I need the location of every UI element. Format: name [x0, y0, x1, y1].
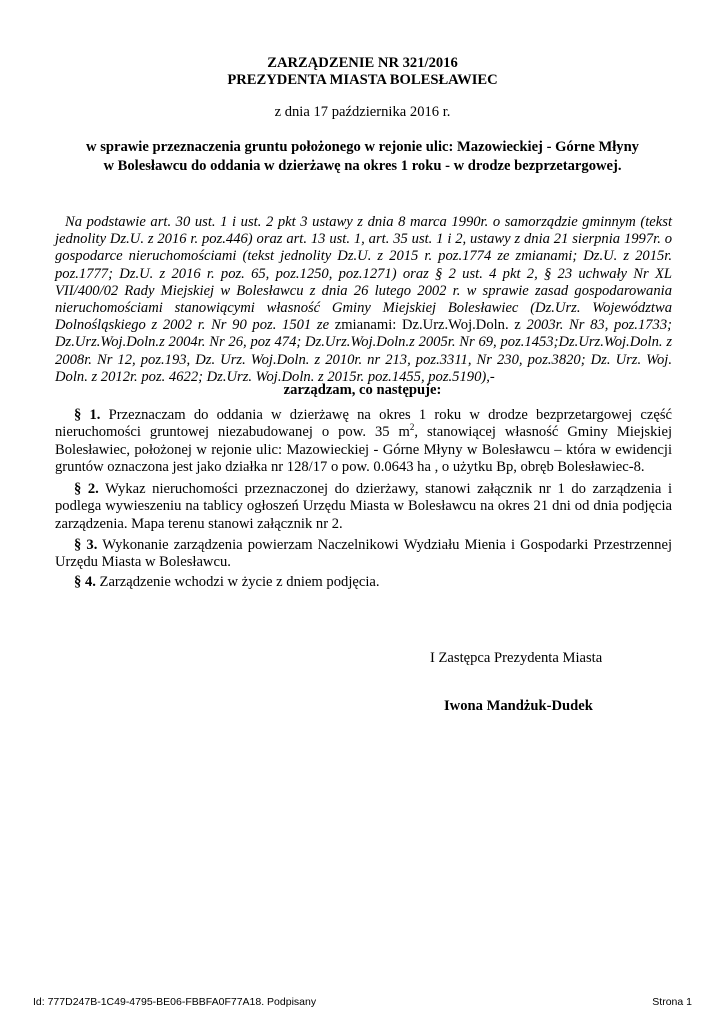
signature-name: Iwona Mandżuk-Dudek [444, 698, 593, 714]
preamble-plain: zmianami: Dz.Urz.Woj.Doln. z [334, 317, 527, 334]
section-mark: § 1. [74, 407, 101, 423]
section-1 [55, 407, 672, 476]
section-text-cont: , stanowiącej własność Gminy Miejskiej Bolesławiec, położonej w rejonie ulic: Mazowieckiej - Górne Młyny w Bolesławcu – która w ewidencji gruntów oznaczona jest jako działka nr 128/17 o pow. 0.0643 ha , o użytku Bp, obręb Bolesławiec-8. [55, 424, 672, 475]
footer-document-id: Id: 777D247B-1C49-4795-BE06-FBBFA0F77A18. Podpisany [33, 996, 317, 1008]
section-3 [55, 537, 672, 572]
section-text: Zarządzenie wchodzi w życie z dniem podjęcia. [95, 574, 380, 590]
superscript: 2 [409, 422, 415, 433]
title-line-2: PREZYDENTA MIASTA BOLESŁAWIEC [227, 72, 498, 88]
title-line-1: ZARZĄDZENIE NR 321/2016 [267, 55, 458, 71]
preamble-italic: Na podstawie art. 30 ust. 1 i ust. 2 pkt 3 ustawy z dnia 8 marca 1990r. o samorządzie gminnym (tekst jednolity Dz.U. z 2016 r. poz.446) oraz art. 13 ust. 1, art. 35 ust. 1 i 2, ustawy z dnia 21 sierpnia 1997r. o gospodarce nieruchomościami (tekst jednolity Dz.U. z 2015 r. poz.1774 ze zmianami; Dz.U. z 2015r. poz.1777; Dz.U. z 2016 r. poz. 65, poz.1250, poz.1271) oraz § 2 ust. 4 pkt 2, § 23 uchwały Nr XL VII/400/02 Rady Miejskiej w Bolesławcu z dnia 26 lutego 2002 r. w sprawie zasad gospodarowania nieruchomościami stanowiącymi własność Gminy Miejskiej Bolesławiec (Dz.Urz. Województwa Dolnośląskiego z 2002 r. Nr 90 poz. 1501 ze [55, 214, 672, 334]
decree-line: zarządzam, co następuje: [283, 382, 442, 398]
section-4 [55, 574, 672, 591]
preamble-italic-end: 2003r. Nr 83, poz.1733; Dz.Urz.Woj.Doln.z 2004r. Nr 26, poz 474; Dz.Urz.Woj.Doln.z 2005r. Nr 69, poz.1453;Dz.Urz.Woj.Doln. z 2008r. Nr 12, poz.193, Dz. Urz. Woj.Doln. z 2010r. nr 213, poz.3311, Nr 230, poz.3820; Dz. Urz. Woj. Doln. z 2012r. poz. 4622; Dz.Urz. Woj.Doln. z 2015r. poz.1455, poz.5190),- [55, 317, 672, 385]
section-mark: § 3. [74, 537, 98, 553]
section-text: Wykaz nieruchomości przeznaczonej do dzierżawy, stanowi załącznik nr 1 do zarządzenia i podlega wywieszeniu na tablicy ogłoszeń Urzędu Miasta w Bolesławcu na okres 21 dni od dnia podjęcia zarządzenia. Mapa terenu stanowi załącznik nr 2. [55, 481, 673, 532]
section-text: Wykonanie zarządzenia powierzam Naczelnikowi Wydziału Mienia i Gospodarki Przestrzennej Urzędu Miasta w Bolesławcu. [55, 537, 673, 571]
document-date: z dnia 17 października 2016 r. [274, 104, 451, 120]
section-mark: § 4. [74, 574, 96, 590]
section-2 [55, 481, 672, 533]
section-mark: § 2. [74, 481, 99, 497]
signature-role: I Zastępca Prezydenta Miasta [430, 650, 603, 666]
legal-basis-preamble [55, 214, 672, 386]
subject-line-2: w Bolesławcu do oddania w dzierżawę na okres 1 roku - w drodze bezprzetargowej. [103, 158, 622, 174]
section-text: Przeznaczam do oddania w dzierżawę na okres 1 roku w drodze bezprzetargowej część nieruchomości gruntowej niezabudowanej o pow. 35 m [55, 407, 672, 441]
footer-page-number: Strona 1 [652, 996, 692, 1008]
subject-line-1: w sprawie przeznaczenia gruntu położonego w rejonie ulic: Mazowieckiej - Górne Młyny [86, 139, 639, 155]
